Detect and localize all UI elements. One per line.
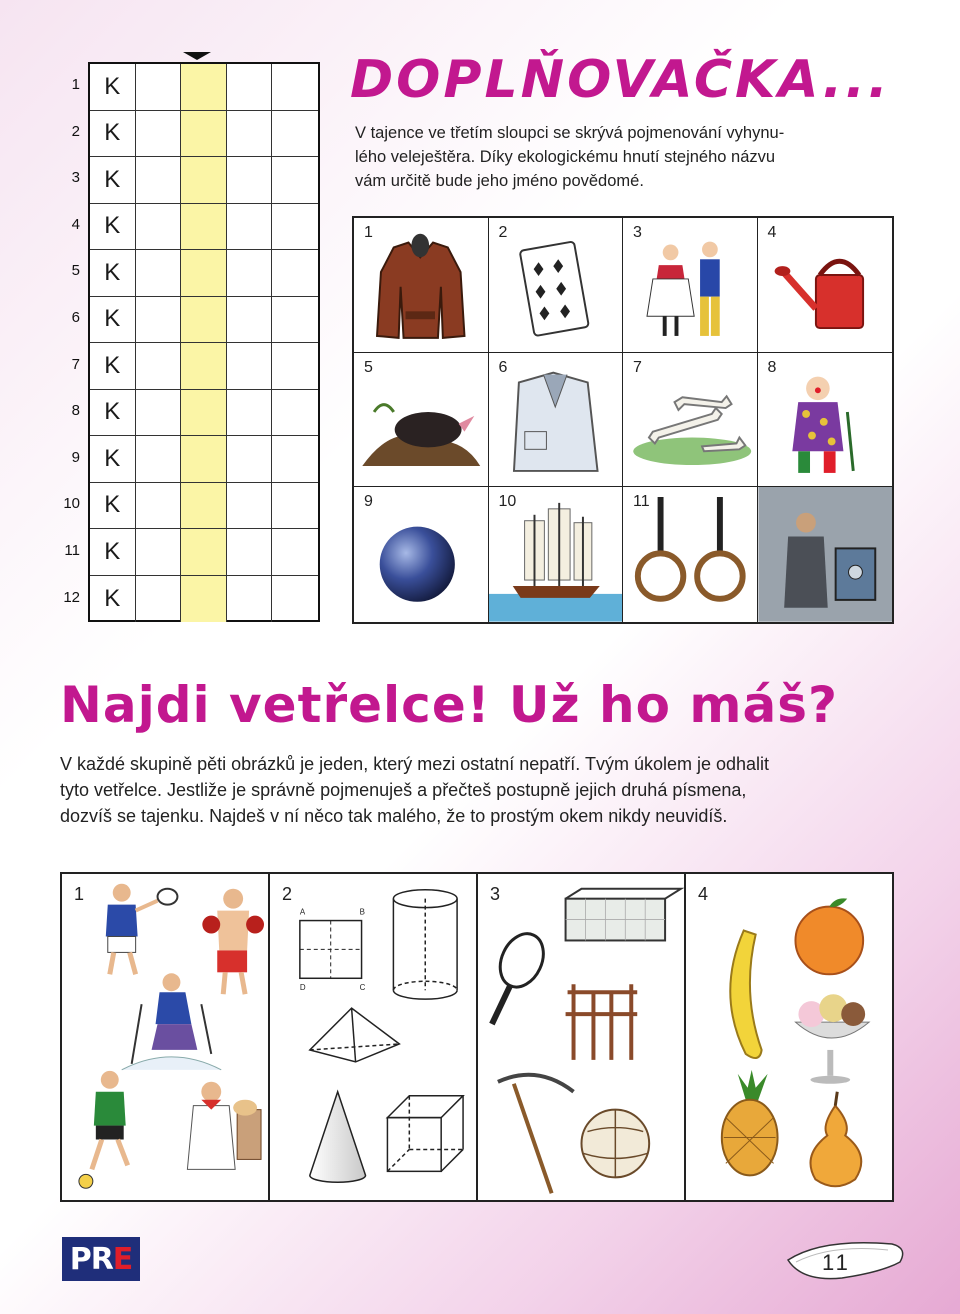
crossword-cell[interactable] <box>227 483 273 529</box>
instruction-line: vám určitě bude jeho jméno povědomé. <box>355 172 644 190</box>
crossword-cell[interactable] <box>136 297 182 343</box>
pear-icon <box>810 1092 861 1187</box>
jacket-icon <box>489 353 623 487</box>
footballer-icon <box>79 1071 128 1188</box>
crossword-letter-cell: K <box>90 250 136 296</box>
tajenka-cell[interactable] <box>181 204 227 250</box>
tajenka-cell[interactable] <box>181 529 227 575</box>
picture-number: 4 <box>767 224 777 241</box>
sailing-ship-icon <box>489 487 623 622</box>
crossword-cell[interactable] <box>136 157 182 203</box>
crossword-cell[interactable] <box>227 390 273 436</box>
picture-cell <box>489 353 624 488</box>
tajenka-cell[interactable] <box>181 157 227 203</box>
crossword-letter-cell: K <box>90 483 136 529</box>
crossword-cell[interactable] <box>272 529 318 575</box>
group-4-illustrations <box>686 874 892 1200</box>
crossword-cell[interactable] <box>272 576 318 623</box>
crossword-row-number: 1 <box>71 76 80 93</box>
painter-icon <box>187 1082 261 1170</box>
crossword-cell[interactable] <box>227 204 273 250</box>
tajenka-cell[interactable] <box>181 436 227 482</box>
intruder-groups <box>60 872 894 1202</box>
bones-icon <box>623 353 757 487</box>
crossword-letter-cell: K <box>90 436 136 482</box>
crossword-row <box>90 64 318 111</box>
crossword-cell[interactable] <box>272 204 318 250</box>
burglar-safe-icon <box>758 487 893 622</box>
ball-icon <box>354 487 488 622</box>
pre-logo <box>62 1237 140 1281</box>
crossword-row <box>90 483 318 530</box>
pineapple-icon <box>722 1070 778 1175</box>
instruction-line: V tajence ve třetím sloupci se skrývá pojmenování vyhynu- <box>355 124 785 142</box>
crossword-row-number: 2 <box>71 122 80 140</box>
picture-number: 10 <box>498 493 517 511</box>
logo-text: PR <box>69 1241 113 1277</box>
tajenka-cell[interactable] <box>181 390 227 436</box>
picture-number: 8 <box>767 358 777 376</box>
group-number: 1 <box>74 884 85 904</box>
crossword-cell[interactable] <box>272 343 318 389</box>
crossword-row <box>90 297 318 344</box>
crossword-cell[interactable] <box>136 529 182 575</box>
crossword-cell[interactable] <box>227 436 273 482</box>
gymnastic-rings-icon <box>623 487 757 622</box>
playing-card-icon <box>489 218 623 352</box>
picture-number: 2 <box>498 224 508 241</box>
mole-icon <box>354 353 488 487</box>
picture-number: 9 <box>364 493 373 511</box>
group-4 <box>686 874 892 1200</box>
crossword-letter-cell: K <box>90 390 136 436</box>
crossword-row-number: 7 <box>71 355 80 373</box>
picture-number: 7 <box>633 358 642 376</box>
group-2 <box>270 874 478 1200</box>
picture-number: 6 <box>498 358 508 376</box>
doplnovacka-instructions <box>355 121 915 193</box>
crossword-cell[interactable] <box>227 529 273 575</box>
group-number: 4 <box>698 884 709 904</box>
banana-icon <box>730 931 761 1059</box>
page-number: 11 <box>822 1250 851 1275</box>
crossword-cell[interactable] <box>272 157 318 203</box>
crossword-cell[interactable] <box>227 250 273 296</box>
picture-cell <box>623 218 758 353</box>
group-1-illustrations <box>62 874 268 1200</box>
crossword-row <box>90 576 318 623</box>
picture-number: 3 <box>633 224 642 241</box>
crossword-cell[interactable] <box>227 111 273 157</box>
crossword-cell[interactable] <box>272 297 318 343</box>
square-icon <box>300 908 366 993</box>
crossword-row <box>90 250 318 297</box>
picture-cell <box>489 218 624 353</box>
crossword-cell[interactable] <box>136 64 182 110</box>
picture-cell <box>758 487 893 622</box>
square-label-b: B <box>359 907 365 917</box>
crossword-cell[interactable] <box>227 157 273 203</box>
tennis-racket-icon <box>492 927 552 1024</box>
crossword-cell[interactable] <box>227 343 273 389</box>
crossword-cell[interactable] <box>272 111 318 157</box>
crossword-letter-cell: K <box>90 64 136 110</box>
crossword-row <box>90 390 318 437</box>
tajenka-cell[interactable] <box>181 343 227 389</box>
group-2-illustrations <box>270 874 476 1200</box>
crossword-row-number: 4 <box>71 215 80 233</box>
crossword-cell[interactable] <box>136 436 182 482</box>
crossword-row-number: 5 <box>71 262 80 280</box>
crossword-row <box>90 204 318 251</box>
group-number: 2 <box>282 884 293 904</box>
crossword-letter-cell: K <box>90 297 136 343</box>
crossword-grid <box>88 62 320 622</box>
tajenka-cell[interactable] <box>181 111 227 157</box>
crossword-row-number: 9 <box>71 448 80 466</box>
hurdle-icon <box>566 984 638 1060</box>
crossword-row-number: 3 <box>71 169 80 187</box>
crossword-cell[interactable] <box>136 576 182 623</box>
page-number-badge <box>782 1232 912 1288</box>
picture-cell <box>758 218 893 353</box>
picture-cell <box>623 487 758 622</box>
boxer-icon <box>202 889 264 994</box>
picture-cell <box>489 487 624 622</box>
crossword-cell[interactable] <box>272 390 318 436</box>
crossword-cell[interactable] <box>136 390 182 436</box>
crossword-row <box>90 343 318 390</box>
group-3-illustrations <box>478 874 684 1200</box>
crossword-cell[interactable] <box>272 483 318 529</box>
picture-grid <box>352 216 894 624</box>
crossword-letter-cell: K <box>90 204 136 250</box>
crossword-row-number: 11 <box>64 541 80 559</box>
picture-cell <box>758 353 893 488</box>
folk-couple-icon <box>623 218 757 352</box>
scythe-icon <box>498 1075 574 1193</box>
crossword-cell[interactable] <box>227 297 273 343</box>
crossword-row <box>90 436 318 483</box>
instruction-line: V každé skupině pěti obrázků je jeden, který mezi ostatní nepatří. Tvým úkolem je odhalit <box>60 754 770 774</box>
najdi-title: Najdi vetřelce! Už ho máš? <box>60 676 839 734</box>
cylinder-icon <box>393 890 457 999</box>
picture-number: 1 <box>364 224 373 241</box>
football-icon <box>581 1110 649 1178</box>
doplnovacka-title: DOPLŇOVAČKA... <box>350 50 891 110</box>
crossword-cell[interactable] <box>136 111 182 157</box>
crossword-cell[interactable] <box>272 436 318 482</box>
instruction-line: tyto vetřelce. Jestliže je správně pojmenuješ a přečteš postupně jejich druhá písmena, <box>60 780 747 800</box>
group-number: 3 <box>490 884 501 904</box>
picture-cell <box>623 353 758 488</box>
tennis-player-icon <box>106 884 178 975</box>
picture-cell <box>354 487 489 622</box>
cone-icon <box>310 1092 366 1183</box>
crossword-cell[interactable] <box>227 64 273 110</box>
instruction-line: dozvíš se tajenku. Najdeš v ní něco tak malého, že to prostým okem nikdy neuvidíš. <box>60 806 728 826</box>
orange-icon <box>795 898 863 974</box>
logo-text-e: E <box>112 1241 133 1277</box>
tajenka-cell[interactable] <box>181 483 227 529</box>
square-label-c: C <box>359 983 366 993</box>
watering-can-icon <box>758 218 893 352</box>
picture-cell <box>354 218 489 353</box>
goal-icon <box>566 889 681 941</box>
crossword-cell[interactable] <box>227 576 273 623</box>
tajenka-cell[interactable] <box>181 297 227 343</box>
coat-icon <box>354 218 488 352</box>
crossword-cell[interactable] <box>272 64 318 110</box>
pyramid-icon <box>310 1008 400 1062</box>
picture-cell <box>354 353 489 488</box>
ice-cream-icon <box>795 994 869 1084</box>
crossword-row <box>90 529 318 576</box>
picture-number: 5 <box>364 358 373 376</box>
crossword-letter-cell: K <box>90 111 136 157</box>
crossword-cell[interactable] <box>136 204 182 250</box>
crossword-row-number: 12 <box>63 588 80 606</box>
crossword-row-numbers <box>50 62 88 621</box>
crossword-cell[interactable] <box>136 343 182 389</box>
tajenka-cell[interactable] <box>181 576 227 623</box>
crossword <box>50 58 322 626</box>
tajenka-cell[interactable] <box>181 250 227 296</box>
tajenka-arrow-icon <box>183 52 211 60</box>
group-1 <box>62 874 270 1200</box>
crossword-letter-cell: K <box>90 576 136 623</box>
crossword-cell[interactable] <box>272 250 318 296</box>
crossword-letter-cell: K <box>90 529 136 575</box>
square-label-d: D <box>299 983 306 993</box>
tajenka-cell[interactable] <box>181 64 227 110</box>
skier-icon <box>122 973 222 1070</box>
cube-icon <box>387 1096 463 1172</box>
clown-icon <box>758 353 893 487</box>
crossword-row-number: 6 <box>71 308 80 326</box>
picture-number: 11 <box>633 493 650 511</box>
instruction-line: lého veleještěra. Díky ekologickému hnutí stejného názvu <box>355 148 776 166</box>
crossword-row-number: 8 <box>71 402 80 420</box>
crossword-row <box>90 111 318 158</box>
crossword-letter-cell: K <box>90 343 136 389</box>
group-3 <box>478 874 686 1200</box>
crossword-letter-cell: K <box>90 157 136 203</box>
square-label-a: A <box>299 907 306 917</box>
najdi-instructions <box>60 751 910 829</box>
crossword-cell[interactable] <box>136 250 182 296</box>
crossword-row <box>90 157 318 204</box>
crossword-cell[interactable] <box>136 483 182 529</box>
crossword-row-number: 10 <box>63 495 80 513</box>
